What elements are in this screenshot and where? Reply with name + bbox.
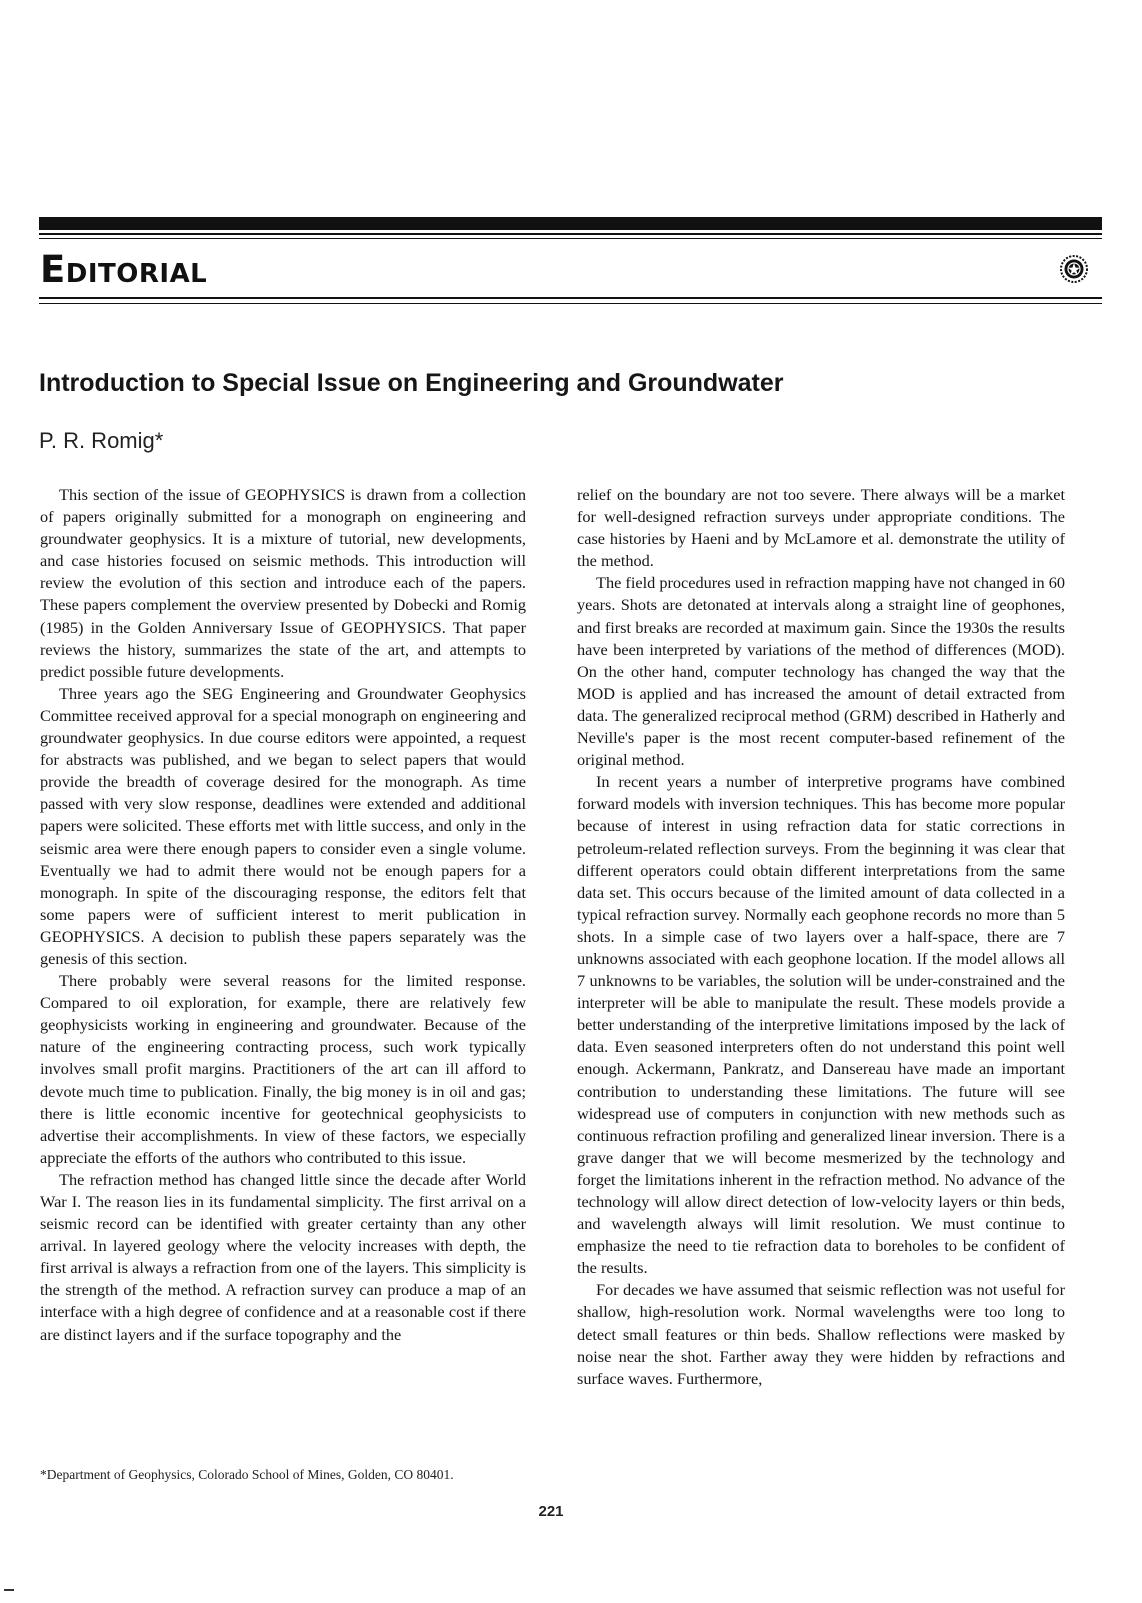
- paragraph: The field procedures used in refraction mapping have not changed in 60 years. Shots are detonated at intervals along a straight line of geophones, and first breaks are recorded at maximum gain. Since the 1930s the results have been interpreted by variations of the method of differences (MOD). On the other hand, computer technology has changed the way that the MOD is applied and has increased the amount of detail extracted from data. The generalized reciprocal method (GRM) described in Hatherly and Neville's paper is the most recent computer-based refinement of the original method.: [577, 573, 1065, 770]
- author-affiliation-footnote: *Department of Geophysics, Colorado School of Mines, Golden, CO 80401.: [40, 1467, 454, 1482]
- paragraph: There probably were several reasons for the limited response. Compared to oil exploration, for example, there are relatively few geophysicists working in engineering and groundwater. Because of the nature of the engineering contracting process, such work typically involves small profit margins. Practitioners of the art can ill afford to devote much time to publication. Finally, the big money is in oil and gas; there is little economic incentive for geotechnical geophysicists to advertise their accomplishments. In view of these factors, we especially appreciate the efforts of the authors who contributed to this issue.: [40, 971, 526, 1167]
- body-column-right: [577, 484, 1065, 1390]
- page-number: 221: [538, 1503, 564, 1520]
- scan-edge-mark: [4, 1589, 14, 1591]
- paragraph: For decades we have assumed that seismic reflection was not useful for shallow, high-resolution work. Normal wavelengths were too long to detect small features or thin beds. Shallow reflections were masked by noise near the shot. Farther away they were hidden by refractions and surface waves. Furthermore,: [577, 1280, 1065, 1388]
- section-label: Editorial: [40, 248, 208, 291]
- paragraph: The refraction method has changed little since the decade after World War I. The reason lies in its fundamental simplicity. The first arrival on a seismic record can be identified with greater certainty than any other arrival. In layered geology where the velocity increases with depth, the first arrival is always a refraction from one of the layers. This simplicity is the strength of the method. A refraction survey can produce a map of an interface with a high degree of confidence and at a reasonable cost if there are distinct layers and if the surface topography and the: [40, 1169, 526, 1344]
- paragraph: relief on the boundary are not too severe. There always will be a market for well-designed refraction surveys under appropriate conditions. The case histories by Haeni and by McLamore et al. demonstrate the utility of the method.: [577, 485, 1065, 571]
- header-rule: [39, 238, 1102, 239]
- header-rule: [39, 233, 1102, 235]
- header-rule: [39, 303, 1102, 304]
- paragraph: This section of the issue of GEOPHYSICS is drawn from a collection of papers originally submitted for a monograph on engineering and groundwater geophysics. It is a mixture of tutorial, new developments, and case histories focused on seismic methods. This introduction will review the evolution of this section and introduce each of the papers. These papers complement the overview presented by Dobecki and Romig (1985) in the Golden Anniversary Issue of GEOPHYSICS. That paper reviews the history, summarizes the state of the art, and attempts to predict possible future developments.: [40, 485, 526, 681]
- body-column-left: [40, 484, 526, 1346]
- paragraph: In recent years a number of interpretive programs have combined forward models with inversion techniques. This has become more popular because of interest in using refraction data for static corrections in petroleum-related reflection surveys. From the beginning it was clear that different operators could obtain different interpretations from the same data set. This occurs because of the limited amount of data collected in a typical refraction survey. Normally each geophone records no more than 5 shots. In a simple case of two layers over a half-space, there are 7 unknowns associated with each geophone location. If the model allows all 7 unknowns to be variables, the solution will be under-constrained and the interpreter will be able to manipulate the result. These models provide a better understanding of the interpretive limitations imposed by the lack of data. Even seasoned interpreters often do not understand this point well enough. Ackermann, Pankratz, and Dansereau have made an important contribution to understanding these limitations. The future will see widespread use of computers in conjunction with new methods such as continuous refraction profiling and generalized linear inversion. There is a grave danger that we will become mesmerized by the technology and forget the limitations inherent in the refraction method. No advance of the technology will allow direct detection of low-velocity layers or thin beds, and wavelength always will limit resolution. We must continue to emphasize the need to tie refraction data to boreholes to be confident of the results.: [577, 772, 1065, 1278]
- article-title: Introduction to Special Issue on Engineering and Groundwater: [39, 369, 784, 397]
- seal-icon: [1059, 254, 1089, 284]
- header-rule-thick: [39, 217, 1102, 230]
- author-byline: P. R. Romig*: [39, 428, 164, 453]
- header-rule: [39, 297, 1102, 299]
- paragraph: Three years ago the SEG Engineering and Groundwater Geophysics Committee received approval for a special monograph on engineering and groundwater geophysics. In due course editors were appointed, a request for abstracts was published, and we began to select papers that would provide the breadth of coverage desired for the monograph. As time passed with very slow response, deadlines were extended and additional papers were solicited. These efforts met with little success, and only in the seismic area were there enough papers to consider even a single volume. Eventually we had to admit there would not be enough papers for a monograph. In spite of the discouraging response, the editors felt that some papers were of sufficient interest to merit publication in GEOPHYSICS. A decision to publish these papers separately was the genesis of this section.: [40, 683, 526, 968]
